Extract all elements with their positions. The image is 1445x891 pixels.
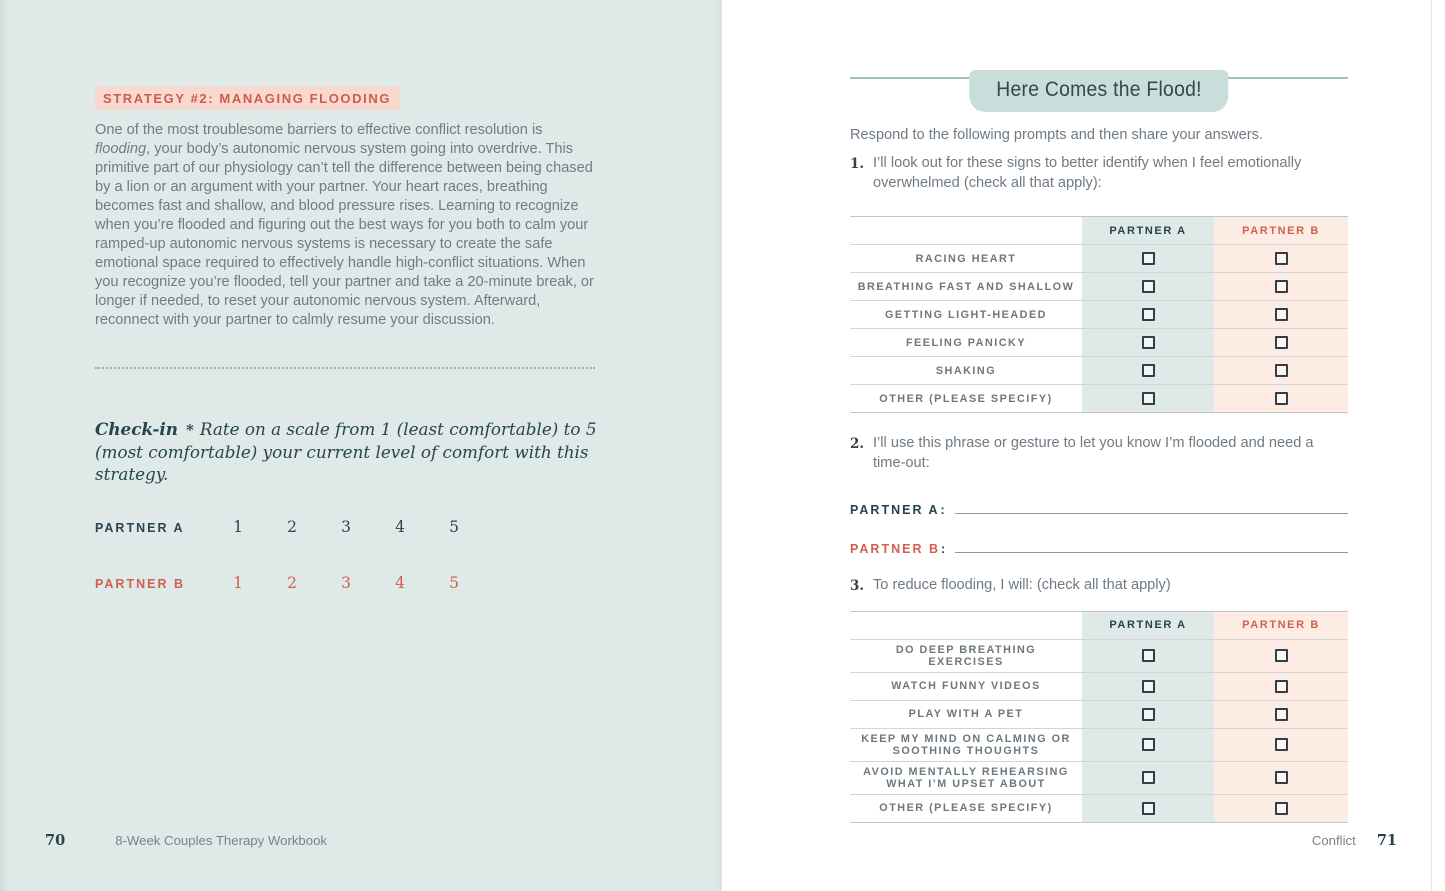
partner-b-checkbox[interactable]	[1275, 649, 1288, 662]
partner-a-cell	[1082, 795, 1214, 822]
partner-a-checkbox[interactable]	[1142, 336, 1155, 349]
partner-a-cell	[1082, 385, 1214, 412]
check-in-note	[95, 418, 597, 485]
scale-number-option[interactable]: 4	[395, 518, 405, 536]
partner-b-checkbox[interactable]	[1275, 280, 1288, 293]
partner-a-checkbox[interactable]	[1142, 771, 1155, 784]
partner-a-checkbox[interactable]	[1142, 708, 1155, 721]
column-header-partner-a: PARTNER A	[1082, 612, 1214, 639]
partner-b-fill-label: PARTNER B	[850, 542, 940, 556]
table-header-row	[850, 217, 1348, 245]
table-row	[850, 273, 1348, 301]
partner-a-checkbox[interactable]	[1142, 392, 1155, 405]
partner-b-checkbox[interactable]	[1275, 771, 1288, 784]
partner-b-checkbox[interactable]	[1275, 392, 1288, 405]
column-header-partner-b: PARTNER B	[1214, 217, 1348, 244]
symptoms-checklist-table	[850, 216, 1348, 413]
partner-b-checkbox[interactable]	[1275, 680, 1288, 693]
table-row	[850, 245, 1348, 273]
worksheet-intro: Respond to the following prompts and then share your answers.	[850, 127, 1263, 143]
right-page-number: 71	[1376, 832, 1397, 849]
partner-b-checkbox[interactable]	[1275, 336, 1288, 349]
prompt-3	[850, 576, 1348, 597]
paragraph-text-after: , your body’s autonomic nervous system going into overdrive. This primitive part of our physiology can’t tell the difference between being chased by a lion or an argument with your partner. Your heart races, breathing becomes fast and shallow, and blood pressure rises. Learning to recognize when you’re flooded and figuring out the best ways for you both to calm your ramped-up autonomic nervous systems is necessary to create the safe emotional space required to effectively handle high-conflict situations. When you recognize you’re flooded, tell your partner and take a 20-minute break, or longer if needed, to reset your autonomic nervous system. Afterward, reconnect with your partner to calmly resume your discussion.	[95, 141, 594, 328]
scale-number-option[interactable]: 3	[341, 518, 351, 536]
scale-number-option[interactable]: 1	[233, 518, 243, 536]
prompt-2	[850, 434, 1348, 473]
partner-b-fill-colon: :	[941, 542, 946, 556]
partner-b-checkbox[interactable]	[1275, 308, 1288, 321]
partner-b-cell	[1214, 329, 1348, 356]
partner-b-cell	[1214, 729, 1348, 761]
scale-number-option[interactable]: 3	[341, 574, 351, 592]
partner-a-cell	[1082, 301, 1214, 328]
partner-b-checkbox[interactable]	[1275, 364, 1288, 377]
partner-b-checkbox[interactable]	[1275, 252, 1288, 265]
row-label: WATCH FUNNY VIDEOS	[891, 680, 1041, 692]
partner-a-fill-in	[850, 500, 1348, 517]
partner-b-label: PARTNER B	[95, 577, 185, 591]
prompt-1	[850, 154, 1348, 193]
scale-number-option[interactable]: 1	[233, 574, 243, 592]
table-row	[850, 762, 1348, 795]
partner-a-checkbox[interactable]	[1142, 649, 1155, 662]
worksheet-header	[850, 70, 1348, 112]
partner-a-checkbox[interactable]	[1142, 364, 1155, 377]
prompt-3-text: To reduce flooding, I will: (check all that apply)	[873, 577, 1171, 593]
table-row	[850, 640, 1348, 673]
partner-b-cell	[1214, 273, 1348, 300]
worksheet-title: Here Comes the Flood!	[996, 78, 1202, 101]
table-row	[850, 795, 1348, 822]
partner-a-checkbox[interactable]	[1142, 252, 1155, 265]
partner-a-checkbox[interactable]	[1142, 802, 1155, 815]
partner-b-fill-in	[850, 539, 1348, 556]
partner-a-fill-label: PARTNER A	[850, 503, 940, 517]
partner-a-cell	[1082, 329, 1214, 356]
row-label: OTHER (PLEASE SPECIFY)	[879, 802, 1053, 814]
partner-a-answer-line[interactable]	[955, 500, 1348, 514]
partner-b-cell	[1214, 762, 1348, 794]
strategy-paragraph	[95, 121, 596, 330]
partner-a-label: PARTNER A	[95, 521, 185, 535]
left-page-number: 70	[45, 832, 66, 849]
prompt-2-number: 2.	[850, 436, 865, 452]
row-label: GETTING LIGHT-HEADED	[885, 308, 1047, 321]
right-page	[722, 0, 1445, 891]
table-row	[850, 329, 1348, 357]
scale-number-option[interactable]: 5	[449, 518, 459, 536]
paragraph-text-before: One of the most troublesome barriers to effective conflict resolution is	[95, 122, 543, 138]
section-name: Conflict	[1311, 833, 1356, 848]
scale-number-option[interactable]: 5	[449, 574, 459, 592]
asterisk-icon: *	[185, 421, 194, 439]
row-label: AVOID MENTALLY REHEARSING WHAT I’M UPSET ABOUT	[863, 765, 1069, 790]
table-header-empty-cell	[850, 217, 1082, 244]
column-header-partner-b: PARTNER B	[1214, 612, 1348, 639]
dotted-divider	[95, 367, 595, 369]
check-in-text: Rate on a scale from 1 (least comfortable) to 5 (most comfortable) your current level of comfort with this strategy.	[95, 419, 597, 484]
partner-a-cell	[1082, 701, 1214, 728]
partner-b-cell	[1214, 301, 1348, 328]
table-row	[850, 701, 1348, 729]
right-page-footer	[1312, 832, 1397, 849]
partner-a-scale-numbers	[211, 518, 481, 536]
partner-b-cell	[1214, 673, 1348, 700]
worksheet-title-box	[969, 70, 1228, 112]
prompt-1-number: 1.	[850, 156, 865, 172]
column-header-partner-a: PARTNER A	[1082, 217, 1214, 244]
row-label: SHAKING	[935, 364, 997, 377]
partner-a-checkbox[interactable]	[1142, 308, 1155, 321]
table-row	[850, 301, 1348, 329]
partner-a-cell	[1082, 640, 1214, 672]
table-row	[850, 357, 1348, 385]
left-page-footer	[45, 832, 327, 849]
paragraph-italic-word: flooding	[95, 141, 147, 157]
table-header-row	[850, 612, 1348, 640]
row-label: FEELING PANICKY	[905, 336, 1027, 349]
table-row	[850, 385, 1348, 412]
partner-b-cell	[1214, 701, 1348, 728]
prompt-1-text: I’ll look out for these signs to better identify when I feel emotionally overwhelmed (check all that apply):	[873, 155, 1302, 191]
check-in-label: Check-in	[95, 419, 178, 439]
partner-a-cell	[1082, 762, 1214, 794]
prompt-3-number: 3.	[850, 578, 865, 594]
row-label: BREATHING FAST AND SHALLOW	[857, 280, 1075, 293]
partner-a-cell	[1082, 245, 1214, 272]
scale-number-option[interactable]: 2	[287, 518, 297, 536]
row-label: KEEP MY MIND ON CALMING OR SOOTHING THOUGHTS	[861, 732, 1071, 757]
table-header-empty-cell	[850, 612, 1082, 639]
partner-b-scale-row	[95, 574, 722, 592]
partner-a-scale-row	[95, 518, 722, 536]
book-title: 8-Week Couples Therapy Workbook	[115, 833, 328, 848]
partner-b-cell	[1214, 640, 1348, 672]
row-label: PLAY WITH A PET	[908, 708, 1024, 720]
partner-a-checkbox[interactable]	[1142, 738, 1155, 751]
row-label: RACING HEART	[915, 252, 1017, 265]
strategy-heading: STRATEGY #2: MANAGING FLOODING	[95, 86, 400, 110]
partner-b-cell	[1214, 357, 1348, 384]
prompt-2-text: I’ll use this phrase or gesture to let you know I’m flooded and need a time-out:	[873, 435, 1314, 471]
partner-b-answer-line[interactable]	[955, 539, 1348, 553]
partner-a-fill-colon: :	[940, 503, 945, 517]
partner-a-checkbox[interactable]	[1142, 680, 1155, 693]
partner-b-checkbox[interactable]	[1275, 738, 1288, 751]
partner-b-cell	[1214, 795, 1348, 822]
coping-strategies-checklist-table	[850, 611, 1348, 823]
partner-a-cell	[1082, 729, 1214, 761]
table-row	[850, 729, 1348, 762]
partner-b-checkbox[interactable]	[1275, 708, 1288, 721]
partner-b-cell	[1214, 385, 1348, 412]
table-row	[850, 673, 1348, 701]
left-page	[0, 0, 722, 891]
partner-a-cell	[1082, 673, 1214, 700]
partner-a-checkbox[interactable]	[1142, 280, 1155, 293]
partner-b-checkbox[interactable]	[1275, 802, 1288, 815]
scale-number-option[interactable]: 4	[395, 574, 405, 592]
partner-a-cell	[1082, 273, 1214, 300]
row-label: DO DEEP BREATHING EXERCISES	[895, 643, 1037, 668]
row-label: OTHER (PLEASE SPECIFY)	[879, 392, 1053, 405]
scale-number-option[interactable]: 2	[287, 574, 297, 592]
partner-a-cell	[1082, 357, 1214, 384]
partner-b-scale-numbers	[211, 574, 481, 592]
partner-b-cell	[1214, 245, 1348, 272]
